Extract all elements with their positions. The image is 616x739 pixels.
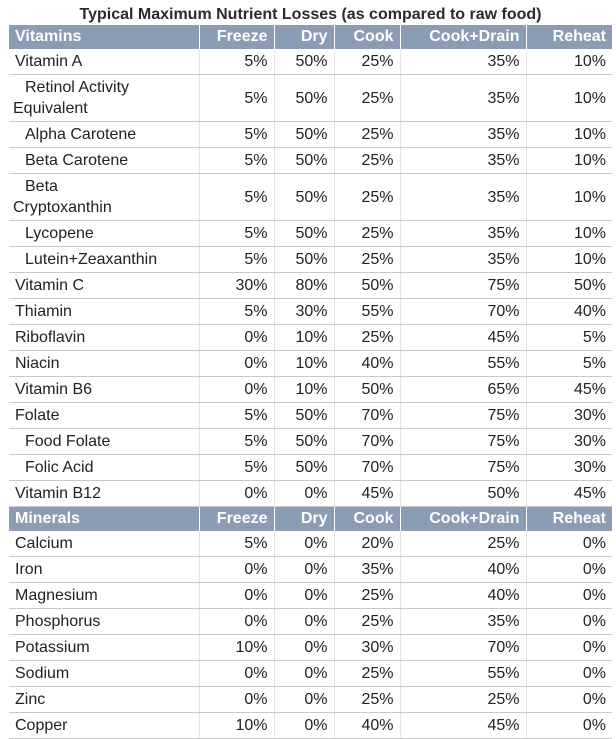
loss-value-freeze: 0% [199,557,274,583]
table-title: Typical Maximum Nutrient Losses (as compared to raw food) [79,6,542,23]
loss-value-dry: 0% [274,609,334,635]
loss-value-cook: 25% [334,661,400,687]
loss-value-cook-drain: 70% [400,299,526,325]
loss-value-cook: 25% [334,221,400,247]
loss-value-freeze: 0% [199,351,274,377]
loss-value-dry: 50% [274,429,334,455]
loss-value-cook-drain: 25% [400,687,526,713]
loss-value-cook-drain: 40% [400,557,526,583]
table-row [9,148,612,174]
loss-value-reheat: 0% [526,531,612,557]
loss-value-dry: 0% [274,687,334,713]
table-row [9,122,612,148]
loss-value-reheat: 0% [526,687,612,713]
loss-value-freeze: 0% [199,661,274,687]
nutrient-name: Magnesium [9,583,199,609]
column-header-reheat: Reheat [526,507,612,532]
nutrient-name: Copper [9,713,199,739]
loss-value-cook: 25% [334,49,400,75]
column-header-cook-drain: Cook+Drain [400,25,526,49]
table-body [9,25,612,739]
loss-value-dry: 10% [274,377,334,403]
table-row [9,661,612,687]
nutrient-name: Beta Carotene [9,148,199,174]
table-row [9,221,612,247]
nutrient-name: Vitamin B6 [9,377,199,403]
table-row [9,75,612,122]
loss-value-cook: 70% [334,455,400,481]
loss-value-cook: 25% [334,583,400,609]
loss-value-freeze: 5% [199,174,274,221]
nutrient-name [9,75,199,122]
loss-value-dry: 50% [274,122,334,148]
loss-value-dry: 0% [274,481,334,507]
table-row [9,377,612,403]
loss-value-cook-drain: 50% [400,481,526,507]
loss-value-cook: 25% [334,687,400,713]
table-row [9,429,612,455]
table-row [9,531,612,557]
loss-value-dry: 50% [274,221,334,247]
loss-value-reheat: 10% [526,174,612,221]
loss-value-freeze: 0% [199,325,274,351]
loss-value-dry: 30% [274,299,334,325]
loss-value-cook: 20% [334,531,400,557]
loss-value-cook-drain: 35% [400,148,526,174]
loss-value-cook: 25% [334,148,400,174]
loss-value-cook: 25% [334,325,400,351]
loss-value-cook: 25% [334,174,400,221]
loss-value-dry: 50% [274,148,334,174]
table-row [9,583,612,609]
column-header-cook: Cook [334,25,400,49]
loss-value-dry: 0% [274,635,334,661]
loss-value-freeze: 0% [199,377,274,403]
loss-value-freeze: 5% [199,531,274,557]
loss-value-cook-drain: 75% [400,403,526,429]
minerals-header-row [9,507,612,532]
loss-value-reheat: 0% [526,713,612,739]
loss-value-dry: 50% [274,403,334,429]
loss-value-dry: 50% [274,75,334,122]
table-row [9,635,612,661]
loss-value-reheat: 30% [526,455,612,481]
loss-value-reheat: 45% [526,377,612,403]
table-row [9,299,612,325]
loss-value-cook: 50% [334,273,400,299]
nutrient-name: Iron [9,557,199,583]
loss-value-cook-drain: 65% [400,377,526,403]
column-header-dry: Dry [274,25,334,49]
table-row [9,403,612,429]
loss-value-cook-drain: 35% [400,247,526,273]
loss-value-cook-drain: 25% [400,531,526,557]
loss-value-dry: 10% [274,325,334,351]
loss-value-freeze: 5% [199,429,274,455]
loss-value-freeze: 30% [199,273,274,299]
loss-value-reheat: 10% [526,247,612,273]
loss-value-dry: 50% [274,49,334,75]
nutrient-name-line-1: Beta [25,178,58,195]
minerals-section-heading: Minerals [9,507,199,532]
loss-value-reheat: 30% [526,403,612,429]
table-row [9,481,612,507]
nutrient-name: Riboflavin [9,325,199,351]
loss-value-reheat: 5% [526,325,612,351]
loss-value-reheat: 50% [526,273,612,299]
nutrient-name [9,174,199,221]
loss-value-cook: 70% [334,403,400,429]
loss-value-cook: 40% [334,713,400,739]
loss-value-freeze: 10% [199,713,274,739]
loss-value-freeze: 5% [199,49,274,75]
loss-value-dry: 0% [274,531,334,557]
column-header-freeze: Freeze [199,25,274,49]
loss-value-reheat: 5% [526,351,612,377]
loss-value-dry: 10% [274,351,334,377]
table-row [9,247,612,273]
loss-value-cook-drain: 45% [400,325,526,351]
table-row [9,609,612,635]
loss-value-cook-drain: 75% [400,273,526,299]
loss-value-cook: 40% [334,351,400,377]
nutrient-loss-table [9,25,612,739]
loss-value-reheat: 30% [526,429,612,455]
table-row [9,273,612,299]
table-row [9,455,612,481]
nutrient-name: Folic Acid [9,455,199,481]
loss-value-dry: 0% [274,583,334,609]
nutrient-name: Vitamin B12 [9,481,199,507]
loss-value-cook: 25% [334,122,400,148]
vitamins-section-heading: Vitamins [9,25,199,49]
nutrient-name: Phosphorus [9,609,199,635]
loss-value-reheat: 0% [526,557,612,583]
nutrient-name: Vitamin C [9,273,199,299]
column-header-freeze: Freeze [199,507,274,532]
loss-value-reheat: 0% [526,583,612,609]
loss-value-freeze: 5% [199,403,274,429]
loss-value-cook: 50% [334,377,400,403]
loss-value-cook: 35% [334,557,400,583]
nutrient-name: Niacin [9,351,199,377]
loss-value-cook-drain: 35% [400,75,526,122]
loss-value-dry: 0% [274,713,334,739]
loss-value-cook-drain: 75% [400,455,526,481]
loss-value-cook: 25% [334,75,400,122]
loss-value-reheat: 10% [526,221,612,247]
loss-value-freeze: 5% [199,221,274,247]
loss-value-reheat: 10% [526,122,612,148]
loss-value-cook: 30% [334,635,400,661]
column-header-cook-drain: Cook+Drain [400,507,526,532]
loss-value-cook: 55% [334,299,400,325]
loss-value-cook-drain: 55% [400,351,526,377]
nutrient-name: Lycopene [9,221,199,247]
loss-value-dry: 50% [274,174,334,221]
loss-value-freeze: 5% [199,122,274,148]
loss-value-freeze: 0% [199,687,274,713]
loss-value-cook-drain: 40% [400,583,526,609]
table-row [9,325,612,351]
table-row [9,687,612,713]
loss-value-freeze: 5% [199,148,274,174]
nutrient-name: Calcium [9,531,199,557]
column-header-reheat: Reheat [526,25,612,49]
loss-value-freeze: 5% [199,75,274,122]
loss-value-cook-drain: 45% [400,713,526,739]
loss-value-cook-drain: 35% [400,174,526,221]
loss-value-cook: 45% [334,481,400,507]
loss-value-cook-drain: 75% [400,429,526,455]
loss-value-freeze: 0% [199,583,274,609]
loss-value-cook: 70% [334,429,400,455]
column-header-cook: Cook [334,507,400,532]
nutrient-name: Sodium [9,661,199,687]
loss-value-dry: 0% [274,661,334,687]
loss-value-dry: 50% [274,455,334,481]
loss-value-cook-drain: 35% [400,221,526,247]
loss-value-cook-drain: 70% [400,635,526,661]
nutrient-name: Folate [9,403,199,429]
loss-value-freeze: 5% [199,299,274,325]
table-row [9,351,612,377]
loss-value-reheat: 10% [526,49,612,75]
loss-value-cook-drain: 35% [400,609,526,635]
nutrient-name: Lutein+Zeaxanthin [9,247,199,273]
loss-value-reheat: 0% [526,635,612,661]
nutrient-name: Vitamin A [9,49,199,75]
nutrient-name: Food Folate [9,429,199,455]
loss-value-dry: 50% [274,247,334,273]
nutrient-name: Thiamin [9,299,199,325]
table-row [9,174,612,221]
loss-value-cook-drain: 55% [400,661,526,687]
loss-value-freeze: 10% [199,635,274,661]
loss-value-dry: 80% [274,273,334,299]
loss-value-dry: 0% [274,557,334,583]
nutrient-name: Potassium [9,635,199,661]
vitamins-header-row [9,25,612,49]
nutrient-name: Alpha Carotene [9,122,199,148]
loss-value-cook: 25% [334,247,400,273]
loss-value-freeze: 0% [199,609,274,635]
loss-value-reheat: 10% [526,148,612,174]
loss-value-reheat: 40% [526,299,612,325]
loss-value-freeze: 5% [199,247,274,273]
table-row [9,557,612,583]
nutrient-name: Zinc [9,687,199,713]
table-row [9,49,612,75]
nutrient-name-line-2: Equivalent [13,100,88,117]
nutrient-name-line-2: Cryptoxanthin [13,199,112,216]
loss-value-cook: 25% [334,609,400,635]
column-header-dry: Dry [274,507,334,532]
loss-value-freeze: 5% [199,455,274,481]
loss-value-reheat: 0% [526,661,612,687]
loss-value-reheat: 10% [526,75,612,122]
loss-value-cook-drain: 35% [400,49,526,75]
loss-value-freeze: 0% [199,481,274,507]
loss-value-reheat: 45% [526,481,612,507]
nutrient-name-line-1: Retinol Activity [25,79,130,96]
loss-value-reheat: 0% [526,609,612,635]
loss-value-cook-drain: 35% [400,122,526,148]
nutrient-loss-table-container [9,0,612,739]
